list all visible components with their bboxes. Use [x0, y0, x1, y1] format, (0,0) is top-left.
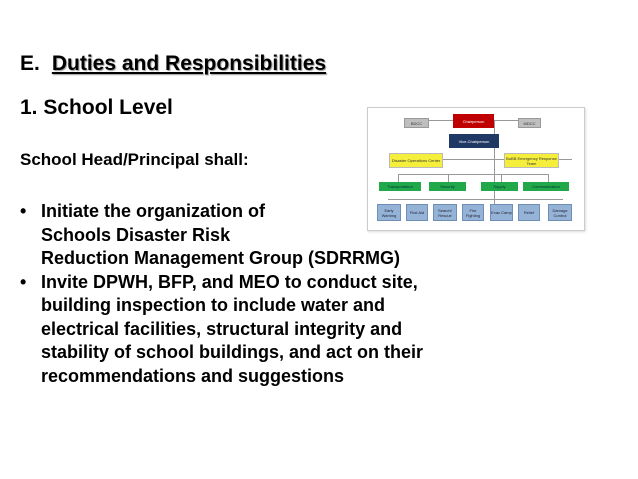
section-heading — [20, 52, 326, 76]
org-box-team: Relief — [518, 204, 540, 221]
bullet-line: Schools Disaster Risk — [41, 224, 231, 245]
org-box-response-team: BuBB Emergency Response Team — [504, 153, 559, 168]
bullet-line: Initiate the organization of — [41, 201, 265, 221]
bullet-line: building inspection to include water and — [41, 295, 386, 315]
org-box-mdcc: MDCC — [518, 118, 541, 128]
subheading: 1. School Level — [20, 96, 173, 119]
bullet-line: recommendations and suggestions — [41, 365, 345, 386]
bullet-item — [20, 271, 423, 389]
bullet-line: stability of school buildings, and act on their — [41, 342, 424, 362]
org-box-operations-center: Disaster Operations Center — [389, 153, 443, 168]
bullet-line: Invite DPWH, BFP, and MEO to conduct site, — [41, 271, 418, 292]
section-letter: E. — [20, 52, 40, 75]
section-title: Duties and Responsibilities — [51, 52, 327, 75]
org-box-vice-chairperson: Vice-Chairperson — [449, 134, 499, 148]
org-box-team: Fire Fighting — [462, 204, 484, 221]
org-box-team: Damage Control — [548, 204, 572, 221]
lead-text: School Head/Principal shall: — [20, 150, 249, 169]
org-box-supply: Supply — [481, 182, 518, 191]
bullet-line: electrical facilities, structural integrity and — [41, 318, 403, 339]
org-box-transportation: Transportation — [379, 182, 421, 191]
bullet-list — [20, 200, 423, 388]
org-box-team: Search/ Rescue — [433, 204, 457, 221]
bullet-icon: • — [20, 271, 27, 292]
bullet-item — [20, 200, 423, 271]
org-box-security: Security — [429, 182, 466, 191]
bullet-line: Reduction Management Group (SDRRMG) — [41, 248, 400, 268]
bullet-icon: • — [20, 201, 27, 221]
org-chart-image — [367, 107, 585, 231]
org-box-team: Evac Camp — [490, 204, 513, 221]
org-box-communication: Communication — [523, 182, 569, 191]
org-box-bdcc: BDCC — [404, 118, 429, 128]
org-box-team: First Aid — [406, 204, 428, 221]
org-box-chairperson: Chairperson — [453, 114, 494, 128]
org-box-team: Early Warning — [377, 204, 401, 221]
